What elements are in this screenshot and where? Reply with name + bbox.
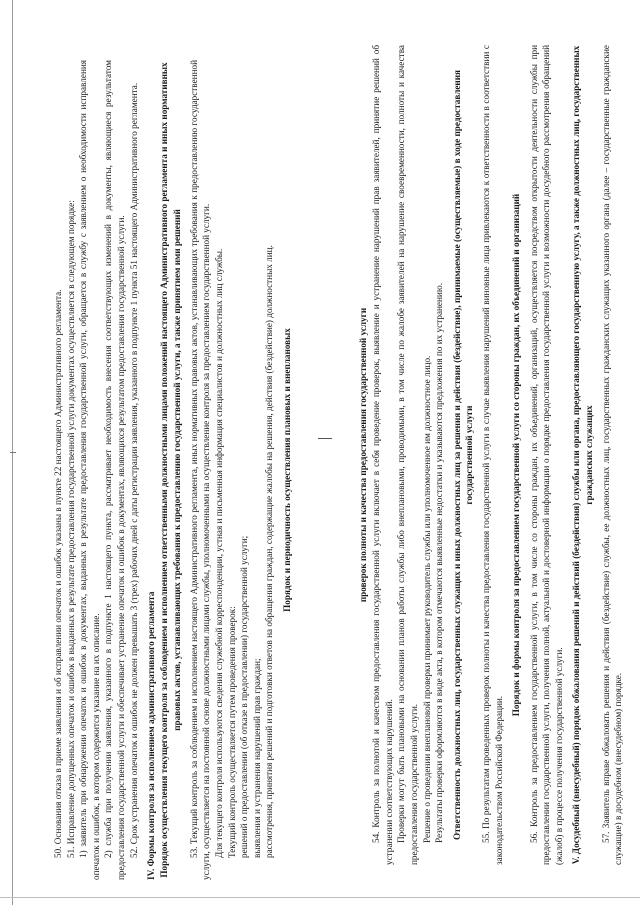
paragraph-51-item-1: 1) заявитель при обнаружении опечаток и ошибок в документах, выданных в результате предоставления государственной услуги, обращается в службу с заявлением о необходимости исправления опечаток и ошибок, в котором содержится указание на их описание.	[78, 60, 101, 880]
current-control-heading: Порядок осуществления текущего контроля за соблюдением и исполнением ответственными должностными лицами положений настоящего Административного регламента и иных нормативных правовых актов, устанавливающих требования к предоставлению государственной услуги, а также принятием ими решений	[159, 62, 182, 878]
paragraph-53: 53. Текущий контроль за соблюдением и исполнением настоящего Административного регламента, иных нормативных правовых актов, устанавливающих требования к предоставлению государственной услуги, осуществляется на постоянной основе должностными лицами службы, уполномоченными на осуществление контроля за предоставлением государственной услуги.	[188, 60, 212, 880]
paragraph-52: 52. Срок устранения опечаток и ошибок не должен превышать 3 (трех) рабочих дней с даты регистрации заявления, указанного в подпункте 1 пункта 51 настоящего Административного регламента.	[128, 82, 139, 858]
scan-tick-mark	[10, 452, 16, 453]
paragraph-51: 51. Исправление допущенных опечаток и ошибок в выданных в результате предоставления государственной услуги документах осуществляется в следующем порядке:	[65, 200, 76, 858]
paragraph-53-check-decisions: решений о предоставлении (об отказе в предоставлении) государственной услуги;	[239, 535, 250, 858]
responsibility-heading: Ответственность должностных лиц, государственных служащих и иных должностных лиц за решения и действия (бездействие), принимаемые (осуществляемые) в ходе предоставления государственной услуги	[451, 70, 474, 840]
paragraph-53-check-violations: выявления и устранения нарушений прав граждан;	[251, 658, 262, 858]
paragraph-56: 56. Контроль за предоставлением государственной услуги, в том числе со стороны граждан, их объединений, организаций, осуществляется посредством открытости деятельности службы при предоставлении государственной услуги, получения полной, актуальной и достоверной информации о порядке предоставления государственной услуги и возможности досудебного рассмотрения обращений (жалоб) в процессе получения государственной услуги.	[528, 45, 564, 865]
citizen-control-heading: Порядок и формы контроля за предоставлением государственной услуги со стороны граждан, их объединений и организаций	[511, 193, 522, 717]
planned-checks-heading: Порядок и периодичность осуществления плановых и внеплановых	[281, 328, 292, 612]
paragraph-54-types: Проверки могут быть плановыми на основании планов работы службы либо внеплановыми, проводимыми, в том числе по жалобе заявителей на нарушение своевременности, полноты и качества предоставления государственной услуги.	[396, 45, 419, 865]
paragraph-50: 50. Основания отказа в приеме заявления и об исправлении опечаток и ошибок указаны в пункте 22 настоящего Административного регламента.	[53, 289, 63, 858]
paragraph-54-decision: Решение о проведении внеплановой проверки принимает руководитель службы или уполномоченное им должностное лицо.	[421, 355, 432, 843]
right-text-column	[356, 45, 636, 865]
section-5-heading: V. Досудебный (внесудебный) порядок обжалования решений и действий (бездействия) службы или органа, предоставляющего государственную услугу, а также должностных лиц, государственных гражданских служащих	[571, 45, 594, 865]
paragraph-57: 57. Заявитель вправе обжаловать решения и действия (бездействие) службы, ее должностных лиц, государственных гражданских служащих указанного органа (далее – государственные гражданские служащие) в досудебном (внесудебном) порядке.	[600, 45, 624, 865]
scan-edge-bottom	[0, 897, 640, 898]
paragraph-53-sources: Для текущего контроля используются сведения служебной корреспонденции, устная и письменная информация специалистов и должностных лиц службы.	[213, 248, 224, 858]
planned-checks-heading-continued: проверок полноты и качества предоставления государственной услуги	[358, 307, 368, 603]
paragraph-51-item-2: 2) служба при получении заявления, указанного в подпункте 1 настоящего пункта, рассматривает необходимость внесения соответствующих изменений в документы, являющиеся результатом предоставления государственной услуги и обеспечивает устранение опечаток и ошибок в документах, являющихся результатом предоставления государственной услуги.	[103, 60, 126, 880]
paragraph-54-results: Результаты проверки оформляются в виде акта, в котором отмечаются выявленные недостатки и указываются предложения по их устранению.	[434, 282, 445, 843]
paragraph-54: 54. Контроль за полнотой и качеством предоставления государственной услуги включает в себя проведение проверок, выявление и устранение нарушений прав заявителей, принятие решений об устранении соответствующих нарушений.	[371, 45, 394, 865]
left-text-column	[52, 60, 332, 880]
paragraph-53-check-complaints: рассмотрения, принятия решений и подготовки ответов на обращения граждан, содержащие жалобы на решения, действия (бездействие) должностных лиц.	[264, 245, 275, 858]
section-4-heading: IV. Формы контроля за исполнением административного регламента	[146, 591, 157, 880]
paragraph-55: 55. По результатам проведенных проверок полноты и качества предоставления государственной услуги в случае выявления нарушений виновные лица привлекаются к ответственности в соответствии с законодательством Российской Федерации.	[481, 45, 504, 865]
paragraph-53-checks: Текущий контроль осуществляется путем проведения проверок:	[226, 606, 237, 858]
